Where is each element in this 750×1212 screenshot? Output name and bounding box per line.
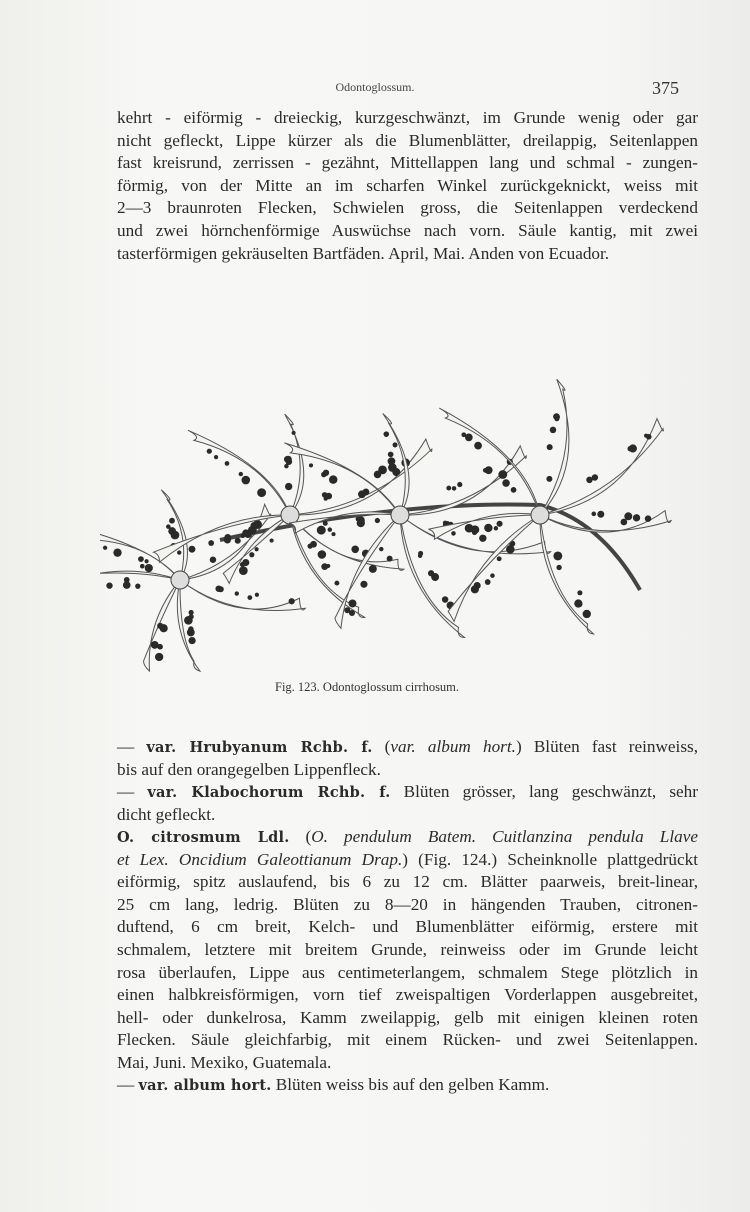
petal-spot xyxy=(348,599,356,607)
petal-spot xyxy=(553,552,562,561)
petal xyxy=(540,379,569,515)
petal-spot xyxy=(270,539,274,543)
petal-spot xyxy=(351,545,359,553)
text-segment: fast kreisrund, zerrissen - gezähnt, Mittellappen lang und schmal - zungen- xyxy=(117,153,698,173)
petal-spot xyxy=(155,653,163,661)
petal-spot xyxy=(151,641,159,649)
running-title: Odontoglossum. xyxy=(335,80,415,94)
petal-spot xyxy=(239,472,243,476)
text-line xyxy=(117,130,698,152)
petal-spot xyxy=(310,541,317,548)
text-line xyxy=(117,1007,698,1029)
text-segment: schmalem, letztere mit breitem Grunde, reinweiss oder im Grunde leicht xyxy=(117,939,698,959)
petal xyxy=(439,408,540,515)
text-line xyxy=(117,152,698,174)
petal-spot xyxy=(140,564,145,569)
petal-spot xyxy=(497,556,502,561)
petal-spot xyxy=(160,625,165,630)
text-line xyxy=(117,243,698,265)
text-segment: ) (Fig. 124.) Scheinknolle plattgedrückt xyxy=(402,849,698,869)
petal-spot xyxy=(388,457,396,465)
petal-spot xyxy=(318,550,327,559)
orchid-illustration xyxy=(100,290,710,710)
petal-spot xyxy=(583,610,591,618)
text-segment: dicht gefleckt. xyxy=(117,804,216,824)
petal-spot xyxy=(284,464,288,468)
text-line xyxy=(117,849,698,871)
text-line xyxy=(117,826,698,849)
petal-spot xyxy=(103,546,107,550)
petal-spot xyxy=(329,475,337,483)
petal-spot xyxy=(240,562,245,567)
petal-spot xyxy=(442,596,448,602)
text-segment: kehrt - eiförmig - dreieckig, kurzgeschwänzt, im Grunde wenig oder gar xyxy=(117,108,698,127)
text-line xyxy=(117,1074,698,1097)
text-segment: einen halbkreisförmigen, vorn tief zweispaltigen Vorderlappen ausgebreitet, xyxy=(117,985,698,1005)
petal-spot xyxy=(328,527,332,531)
text-segment: tasterförmigen gekräuselten Bartfäden. April, Mai. Anden von Ecuador. xyxy=(117,243,610,263)
petal-spot xyxy=(334,581,339,586)
petal xyxy=(180,580,305,611)
petal-spot xyxy=(498,470,507,479)
petal-spot xyxy=(144,559,148,563)
petal-spot xyxy=(177,550,181,554)
text-segment: Blüten grösser, lang geschwänzt, sehr xyxy=(390,782,698,802)
petal-spot xyxy=(597,511,604,518)
petal-spot xyxy=(171,531,180,540)
petal-spot xyxy=(239,566,248,575)
petal-spot xyxy=(218,586,224,592)
petal xyxy=(540,511,671,533)
petal-spot xyxy=(624,512,632,520)
petal-spot xyxy=(555,415,560,420)
text-line xyxy=(117,197,698,219)
petal-spot xyxy=(325,493,332,500)
petal-spot xyxy=(309,463,313,467)
petal-spot xyxy=(208,540,214,546)
text-line xyxy=(117,759,698,781)
text-segment: rosa überlaufen, Lippe aus centimeterlangem, schmalem Stege plötzlich in xyxy=(117,962,698,982)
text-segment: ) Blüten fast reinweiss, xyxy=(515,737,699,756)
petal-spot xyxy=(321,472,327,478)
flower-column xyxy=(171,571,189,589)
petal-spot xyxy=(374,471,382,479)
petal-spot xyxy=(484,524,492,532)
petal-spot xyxy=(284,456,290,462)
petal-spot xyxy=(633,514,640,521)
petal-spot xyxy=(369,565,377,573)
petal-spot xyxy=(446,486,451,491)
text-segment: bis auf den orangegelben Lippenfleck. xyxy=(117,759,381,779)
italic-synonym: O. pendulum Batem. Cuitlanzina pendula Llave xyxy=(311,827,698,847)
text-line xyxy=(117,984,698,1006)
petal-spot xyxy=(358,490,366,498)
text-segment: ( xyxy=(372,737,391,756)
bold-taxon-name: var. Hrubyanum Rchb. f. xyxy=(146,739,373,756)
text-segment: 2—3 braunroten Flecken, Schwielen gross, die Seitenlappen verdeckend xyxy=(117,198,698,218)
text-line xyxy=(117,962,698,984)
petal-spot xyxy=(392,468,400,476)
petal-spot xyxy=(418,554,422,558)
petal xyxy=(188,430,290,515)
text-line xyxy=(117,736,698,759)
petal-spot xyxy=(323,521,328,526)
petal-spot xyxy=(349,610,355,616)
petal-spot xyxy=(326,564,330,568)
italic-synonym: var. album hort. xyxy=(390,737,516,756)
petal-spot xyxy=(285,483,292,490)
petal xyxy=(448,515,540,621)
petal-spot xyxy=(494,526,498,530)
petal-spot xyxy=(457,482,462,487)
petal-spot xyxy=(574,599,582,607)
petal-spot xyxy=(235,591,239,595)
text-segment: hell- oder dunkelrosa, Kamm zweilappig, gelb mit einigen kleinen roten xyxy=(117,1007,698,1027)
petal-spot xyxy=(383,431,389,437)
text-segment: — xyxy=(117,737,147,756)
petal-spot xyxy=(577,590,582,595)
text-line xyxy=(117,916,698,938)
petal-spot xyxy=(546,476,552,482)
petal xyxy=(383,414,409,515)
flower-column xyxy=(391,506,409,524)
petal-spot xyxy=(257,488,266,497)
petal-spot xyxy=(187,628,195,636)
petal-spot xyxy=(169,518,175,524)
petal-spot xyxy=(189,614,194,619)
petal xyxy=(540,419,663,515)
petal-spot xyxy=(556,565,561,570)
petal-spot xyxy=(485,579,491,585)
petal-spot xyxy=(241,476,250,485)
petal-spot xyxy=(393,442,398,447)
text-segment: eiförmig, spitz auslaufend, bis 6 zu 12 cm. Blätter paarweis, breit-linear, xyxy=(117,872,698,892)
petal-spot xyxy=(317,526,326,535)
text-segment: und zwei hörnchenförmige Auswüchse nach vorn. Säule kantig, mit zwei xyxy=(117,221,698,240)
petal-spot xyxy=(490,573,494,577)
text-line xyxy=(117,939,698,961)
text-line xyxy=(117,894,698,916)
petal-spot xyxy=(591,512,596,517)
text-line xyxy=(117,804,698,826)
petal-spot xyxy=(235,538,241,544)
text-line xyxy=(117,1029,698,1051)
petal-spot xyxy=(135,584,140,589)
petal-spot xyxy=(375,518,380,523)
petal-spot xyxy=(621,519,628,526)
petal-spot xyxy=(249,552,254,557)
bold-taxon-name: O. citrosmum Ldl. xyxy=(117,829,290,847)
petal-spot xyxy=(497,521,503,527)
petal-spot xyxy=(255,547,259,551)
petal-spot xyxy=(451,531,456,536)
petal-spot xyxy=(461,432,466,437)
petal-spot xyxy=(247,595,252,600)
petal-spot xyxy=(379,547,383,551)
text-segment: ( xyxy=(289,827,312,847)
text-segment: förmig, von der Mitte an im scharfen Winkel zurückgeknickt, weiss mit xyxy=(117,175,698,195)
petal-spot xyxy=(550,427,557,434)
text-segment: — xyxy=(117,782,148,802)
petal-spot xyxy=(483,468,488,473)
petal-spot xyxy=(255,593,259,597)
flower-column xyxy=(531,506,549,524)
petal-spot xyxy=(502,479,510,487)
petal-spot xyxy=(225,461,230,466)
text-line xyxy=(117,1052,698,1074)
petal-spot xyxy=(474,442,482,450)
petal-spot xyxy=(645,515,652,522)
petal-spot xyxy=(189,546,196,553)
petal-spot xyxy=(387,556,393,562)
petal-spot xyxy=(547,444,553,450)
figure-caption: Fig. 123. Odontoglossum cirrhosum. xyxy=(275,680,460,694)
petal-spot xyxy=(113,548,121,556)
petal-spot xyxy=(210,556,216,562)
petal-spot xyxy=(124,577,130,583)
text-line xyxy=(117,175,698,197)
petal-spot xyxy=(471,525,480,534)
bold-taxon-name: var. Klabochorum Rchb. f. xyxy=(147,784,391,802)
text-segment: — xyxy=(117,1075,139,1095)
text-segment: Mai, Juni. Mexiko, Guatemala. xyxy=(117,1052,332,1072)
petal-spot xyxy=(431,573,439,581)
text-line xyxy=(117,107,698,129)
text-segment: Flecken. Säule gleichfarbig, mit einem Rücken- und zwei Seitenlappen. xyxy=(117,1030,698,1050)
petal-spot xyxy=(188,637,195,644)
petal-spot xyxy=(331,532,335,536)
petal-spot xyxy=(207,449,212,454)
text-segment: duftend, 6 cm breit, Kelch- und Blumenblätter eiförmig, erstere mit xyxy=(117,917,698,937)
text-segment: 25 cm lang, ledrig. Blüten zu 8—20 in hängenden Trauben, citronen- xyxy=(117,894,698,914)
petal xyxy=(177,580,200,671)
petal-spot xyxy=(106,583,112,589)
text-line xyxy=(117,871,698,893)
petal-spot xyxy=(474,582,481,589)
petal-spot xyxy=(388,452,394,458)
petal-spot xyxy=(452,486,457,491)
petal-spot xyxy=(292,431,296,435)
petal-spot xyxy=(360,581,367,588)
text-line xyxy=(117,781,698,804)
text-segment: Blüten weiss bis auf den gelben Kamm. xyxy=(271,1075,550,1095)
petal-spot xyxy=(627,446,632,451)
bold-taxon-name: var. album hort. xyxy=(138,1077,272,1095)
petal-spot xyxy=(506,545,515,554)
petal-spot xyxy=(242,529,250,537)
flower-column xyxy=(281,506,299,524)
page-number: 375 xyxy=(652,78,679,98)
text-line xyxy=(117,220,698,242)
petal-spot xyxy=(145,564,153,572)
petal-spot xyxy=(646,434,652,440)
petal-spot xyxy=(224,534,231,541)
text-segment: nicht gefleckt, Lippe kürzer als die Blumenblätter, dreilappig, Seitenlappen xyxy=(117,130,698,150)
petal-spot xyxy=(289,598,295,604)
petal-spot xyxy=(511,487,517,493)
petal-spot xyxy=(138,556,144,562)
petal-spot xyxy=(586,477,592,483)
petal-spot xyxy=(356,517,360,521)
italic-synonym: et Lex. Oncidium Galeottianum Drap. xyxy=(117,849,403,869)
petal-spot xyxy=(214,455,218,459)
petal-spot xyxy=(479,535,486,542)
